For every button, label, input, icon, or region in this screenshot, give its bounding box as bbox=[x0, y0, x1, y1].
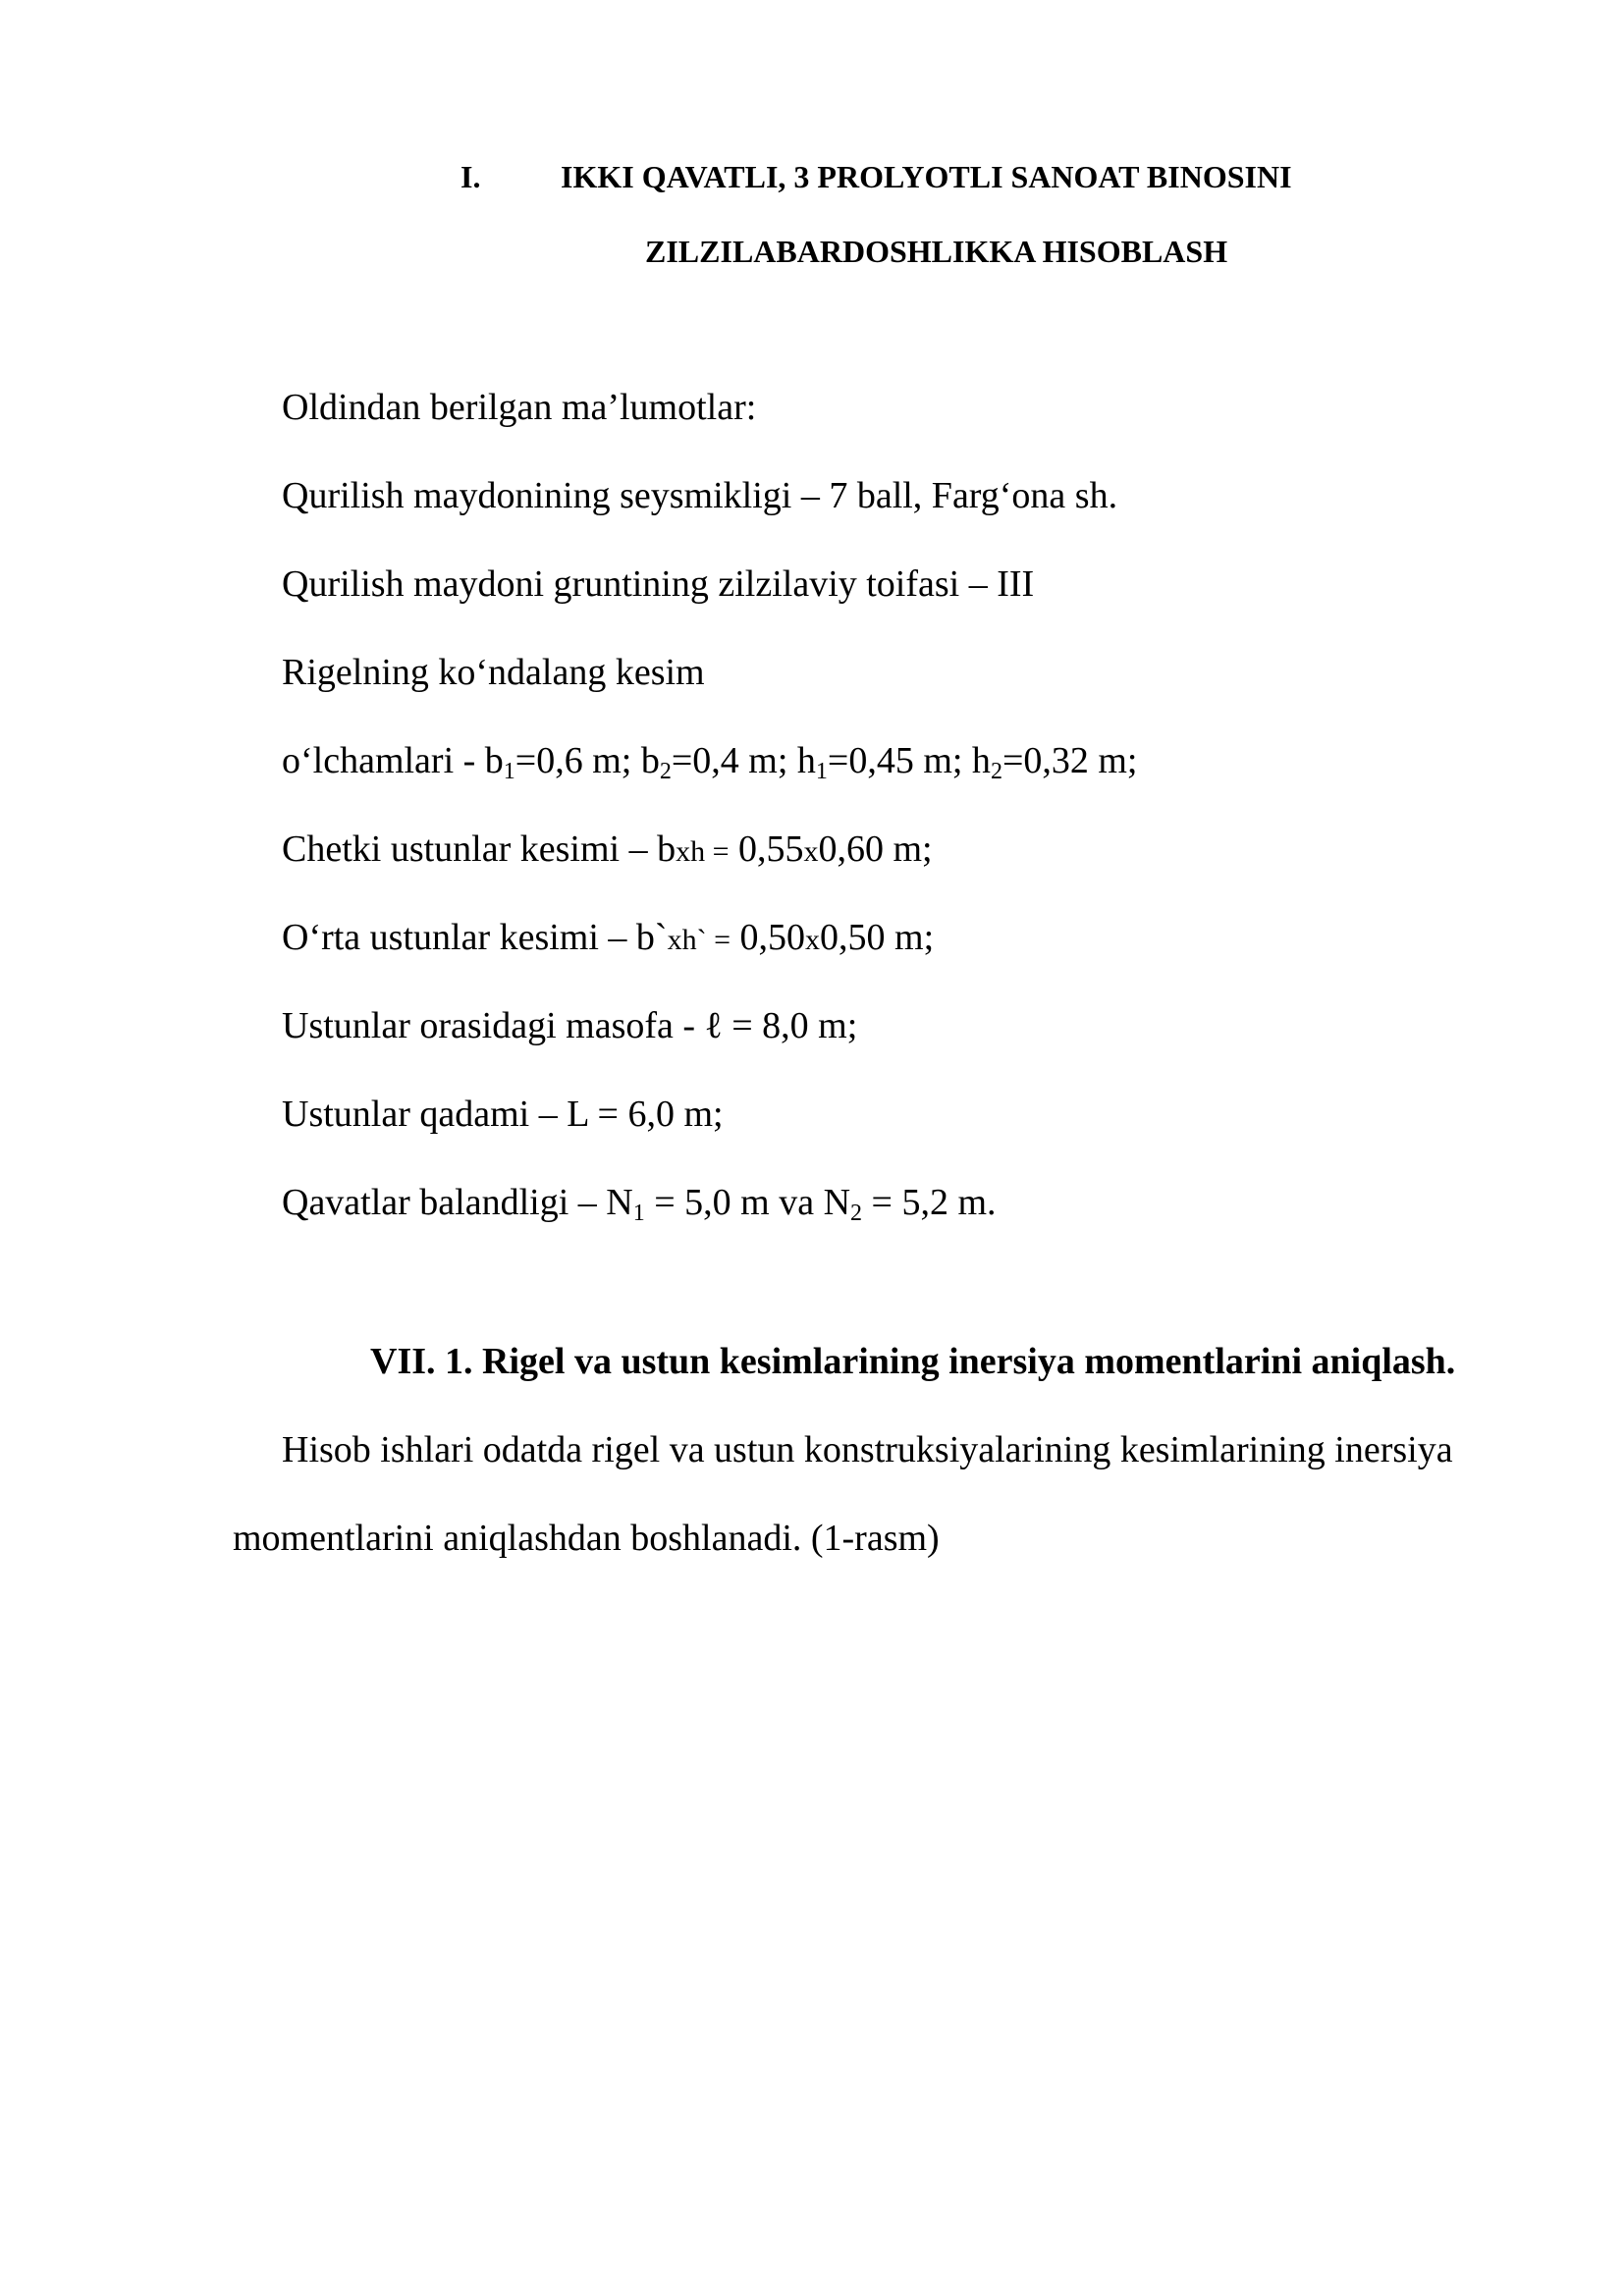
mid-cols-value1: 0,50 bbox=[731, 917, 806, 958]
h1-value: =0,45 m; h bbox=[827, 740, 991, 781]
n2-value: = 5,2 m. bbox=[862, 1182, 997, 1223]
b2-value: =0,4 m; h bbox=[671, 740, 816, 781]
given-rigel: Rigelning ko‘ndalang kesim bbox=[282, 652, 705, 693]
given-seismicity: Qurilish maydonining seysmikligi – 7 ball, Farg‘ona sh. bbox=[282, 475, 1118, 516]
given-edge-columns bbox=[282, 830, 933, 868]
edge-cols-value2: 0,60 m; bbox=[818, 828, 933, 870]
edge-cols-prefix: Chetki ustunlar kesimi – b bbox=[282, 828, 677, 870]
section-paragraph-line1: Hisob ishlari odatda rigel va ustun konstruksiyalarining kesimlarining inersiya bbox=[282, 1429, 1453, 1470]
edge-cols-value1: 0,55 bbox=[729, 828, 804, 870]
heading-number: I. bbox=[460, 159, 481, 194]
b1-subscript: 1 bbox=[503, 759, 515, 784]
given-middle-columns bbox=[282, 919, 934, 956]
mid-cols-value2: 0,50 m; bbox=[820, 917, 935, 958]
heights-prefix: Qavatlar balandligi – N bbox=[282, 1182, 633, 1223]
given-intro: Oldindan berilgan ma’lumotlar: bbox=[282, 387, 757, 428]
section-paragraph-line2: momentlarini aniqlashdan boshlanadi. (1-rasm) bbox=[233, 1518, 940, 1559]
section-title: VII. 1. Rigel va ustun kesimlarining inersiya momentlarini aniqlash. bbox=[370, 1341, 1456, 1382]
given-heights bbox=[282, 1182, 997, 1226]
mid-cols-x: x bbox=[805, 924, 821, 956]
heading-title-line1: IKKI QAVATLI, 3 PROLYOTLI SANOAT BINOSINI bbox=[561, 159, 1292, 194]
h2-subscript: 2 bbox=[990, 759, 1002, 784]
h2-value: =0,32 m; bbox=[1001, 740, 1138, 781]
edge-cols-x: x bbox=[803, 835, 819, 868]
heading-title-line2: ZILZILABARDOSHLIKKA HISOBLASH bbox=[645, 234, 1228, 269]
b2-subscript: 2 bbox=[659, 759, 672, 784]
n1-subscript: 1 bbox=[632, 1201, 645, 1226]
given-spacing: Ustunlar orasidagi masofa - ℓ = 8,0 m; bbox=[282, 1005, 858, 1046]
given-dimensions bbox=[282, 740, 1138, 784]
given-step: Ustunlar qadami – L = 6,0 m; bbox=[282, 1094, 724, 1135]
mid-cols-xh: xh` = bbox=[667, 924, 731, 956]
dims-prefix: o‘lchamlari - b bbox=[282, 740, 504, 781]
given-soil: Qurilish maydoni gruntining zilzilaviy toifasi – III bbox=[282, 563, 1035, 605]
edge-cols-xh: xh = bbox=[676, 835, 730, 868]
h1-subscript: 1 bbox=[815, 759, 828, 784]
mid-cols-prefix: O‘rta ustunlar kesimi – b` bbox=[282, 917, 668, 958]
n2-subscript: 2 bbox=[850, 1201, 863, 1226]
n1-value: = 5,0 m va N bbox=[644, 1182, 851, 1223]
b1-value: =0,6 m; b bbox=[514, 740, 660, 781]
